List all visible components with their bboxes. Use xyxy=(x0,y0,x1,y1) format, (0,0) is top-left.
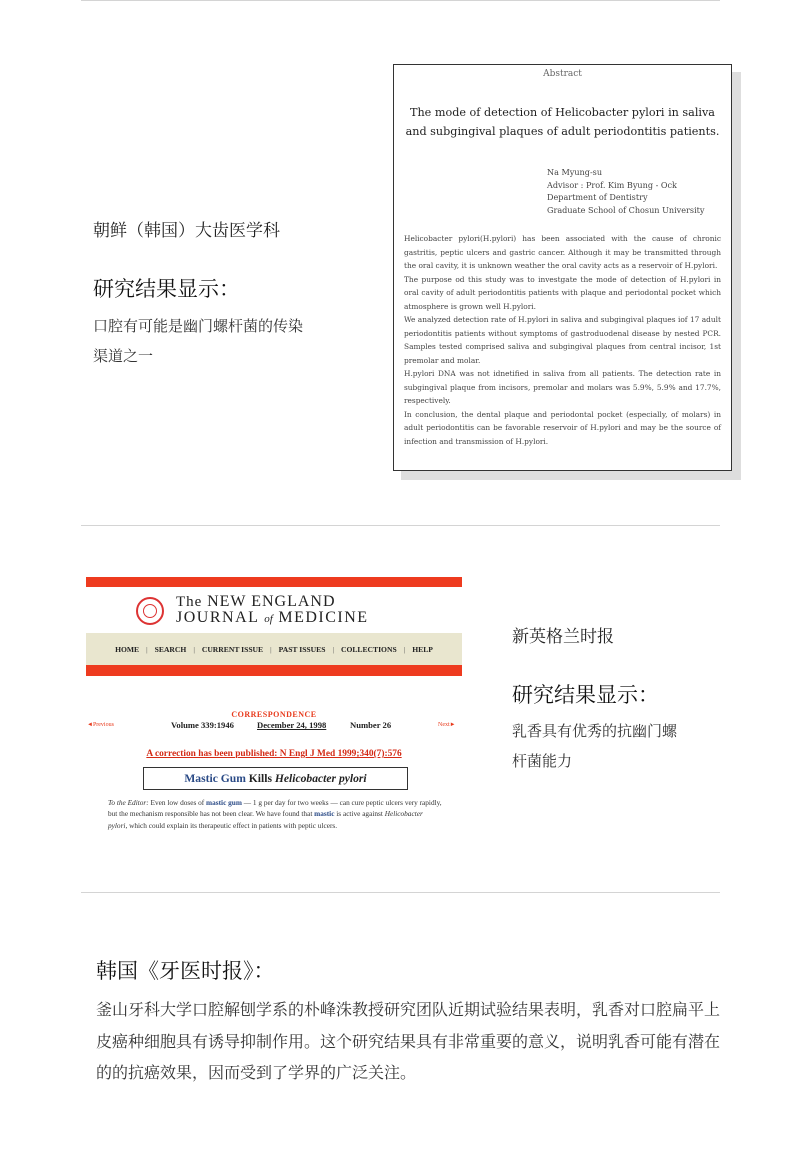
nejm-nav-home[interactable]: HOME xyxy=(115,644,140,654)
nejm-title-of: of xyxy=(264,613,273,625)
nejm-seal-icon xyxy=(136,597,164,625)
top-divider xyxy=(81,0,720,1)
section3-heading: 韩国《牙医时报》： xyxy=(96,959,275,983)
nejm-bottom-bar xyxy=(86,665,462,676)
section1-text-line: 口腔有可能是幽门螺杆菌的传染 xyxy=(93,317,304,335)
section1-text xyxy=(93,311,303,371)
nejm-nav-separator: | xyxy=(270,644,272,654)
abstract-paragraph: Helicobacter pylori(H.pylori) has been associated with the cause of chronic gastritis, peptic ulcers and gastric cancer. Although it may be transmitted through the oral cavity, it is unknown weather the oral cavity acts as a reservoir of H.pylori. xyxy=(404,234,721,270)
nejm-clipping xyxy=(86,577,462,852)
nejm-date-link[interactable]: December 24, 1998 xyxy=(257,720,327,730)
nejm-title-h-pylori: Helicobacter pylori xyxy=(274,772,367,785)
section2-text xyxy=(512,716,677,776)
nejm-title-journal: JOURNAL xyxy=(176,609,259,626)
abstract-body xyxy=(404,232,721,448)
nejm-letter-part: — 1 g per day for two weeks — can cure peptic ulcers very rapidly, but the mechanism responsible has not been clear. We have found that xyxy=(108,798,442,819)
abstract-author-block xyxy=(547,166,704,216)
abstract-author-name: Na Myung-su xyxy=(547,167,603,177)
nejm-title-kills: Kills xyxy=(245,772,275,785)
abstract-paragraph: We analyzed detection rate of H.pylori in saliva and subgingival plaques iof 17 adult periodontitis patients without symptoms of gastroduodenal disease by nested PCR. Samples tested comprised saliva and subgingival plaques from central incisor, 1st premolar and molar. xyxy=(404,315,721,365)
abstract-title-line: and subgingival plaques of adult periodontitis patients. xyxy=(405,125,720,138)
nejm-nav-current-issue[interactable]: CURRENT ISSUE xyxy=(201,644,264,654)
nejm-title-line2 xyxy=(176,609,369,627)
nejm-volume: Volume 339:1946 xyxy=(171,720,234,730)
abstract-department: Department of Dentistry xyxy=(547,192,648,202)
nejm-next-link[interactable]: Next► xyxy=(438,722,456,728)
nejm-letter-part: is active against xyxy=(334,809,385,819)
abstract-school: Graduate School of Chosun University xyxy=(547,204,705,215)
nejm-title-medicine: MEDICINE xyxy=(278,609,369,626)
abstract-title-line: The mode of detection of Helicobacter pylori in saliva xyxy=(410,106,715,119)
nejm-nav-bar xyxy=(86,633,462,665)
abstract-paragraph: In conclusion, the dental plaque and periodontal pocket (especially, of molars) in adult periodontitis can be favorable reservoir of H.pylori and may be the source of infection and transmission of H.pylori. xyxy=(404,409,721,446)
abstract-paragraph: The purpose od this study was to investgate the mode of detection of H.pylori in oral cavity of adult periodontitis patients with plaque and periodontal pocket which atmosphere is grown well H.pylori. xyxy=(404,274,721,311)
nejm-number: Number 26 xyxy=(350,720,392,730)
nejm-nav-collections[interactable]: COLLECTIONS xyxy=(340,644,397,654)
nejm-letter-link-mastic-gum[interactable]: mastic gum xyxy=(206,798,242,807)
nejm-letter-salutation: To the Editor: xyxy=(108,798,149,807)
nejm-title-mastic-gum: Mastic Gum xyxy=(184,772,246,785)
section2-text-line: 乳香具有优秀的抗幽门螺 xyxy=(512,722,678,740)
abstract-label: Abstract xyxy=(543,69,582,79)
middle-divider xyxy=(81,525,720,526)
nejm-nav-separator: | xyxy=(403,644,406,654)
nejm-letter-link-mastic[interactable]: mastic xyxy=(314,809,335,819)
abstract-paragraph: H.pylori DNA was not idnetified in saliva from all patients. The detection rate in subgingival plaque from incisors, premolar and molars was 5.9%, 5.9% and 17.7%, respectively. xyxy=(404,369,721,405)
section2-text-line: 杆菌能力 xyxy=(512,752,573,770)
nejm-nav-help[interactable]: HELP xyxy=(412,644,433,654)
nejm-previous-link[interactable]: ◄Previous xyxy=(87,722,114,728)
nejm-correspondence-label: CORRESPONDENCE xyxy=(231,710,317,719)
section3-text: 釜山牙科大学口腔解刨学系的朴峰洙教授研究团队近期试验结果表明，乳香对口腔扁平上皮癌种细胞具有诱导抑制作用。这个研究结果具有非常重要的意义，说明乳香可能有潜在的的抗癌效果，因而受到了学界的广泛关注。 xyxy=(96,1000,721,1082)
section1-heading: 研究结果显示： xyxy=(93,277,240,301)
section1-title: 朝鲜（韩国）大齿医学科 xyxy=(93,221,280,241)
abstract-card xyxy=(393,64,732,471)
abstract-advisor: Advisor : Prof. Kim Byung - Ock xyxy=(547,179,677,190)
nejm-letter-h-pylori: Helicobacter pylori xyxy=(108,809,423,830)
nejm-nav-search[interactable]: SEARCH xyxy=(154,644,187,654)
nejm-nav-separator: | xyxy=(146,644,148,654)
section1-text-line: 渠道之一 xyxy=(93,347,154,365)
nejm-letter-part: Even low doses of xyxy=(148,798,207,807)
abstract-title xyxy=(404,103,721,141)
nejm-title-the: The xyxy=(176,594,203,610)
nejm-title-new-england: NEW ENGLAND xyxy=(207,593,336,610)
nejm-top-bar xyxy=(86,577,462,587)
nejm-letter-part: , which could explain its therapeutic effect in patients with peptic ulcers. xyxy=(125,820,338,830)
nejm-letter-text xyxy=(108,797,443,831)
nejm-nav-separator: | xyxy=(332,644,334,654)
nejm-article-title-box xyxy=(143,767,408,790)
nejm-nav-separator: | xyxy=(193,644,195,654)
section2-heading: 研究结果显示： xyxy=(512,683,659,707)
lower-divider xyxy=(81,892,720,893)
nejm-seal-inner xyxy=(143,604,157,618)
section2-title: 新英格兰时报 xyxy=(512,627,614,647)
nejm-correction-link[interactable]: A correction has been published: N Engl J Med 1999;340(7):576 xyxy=(146,749,402,759)
nejm-nav-past-issues[interactable]: PAST ISSUES xyxy=(278,644,326,654)
